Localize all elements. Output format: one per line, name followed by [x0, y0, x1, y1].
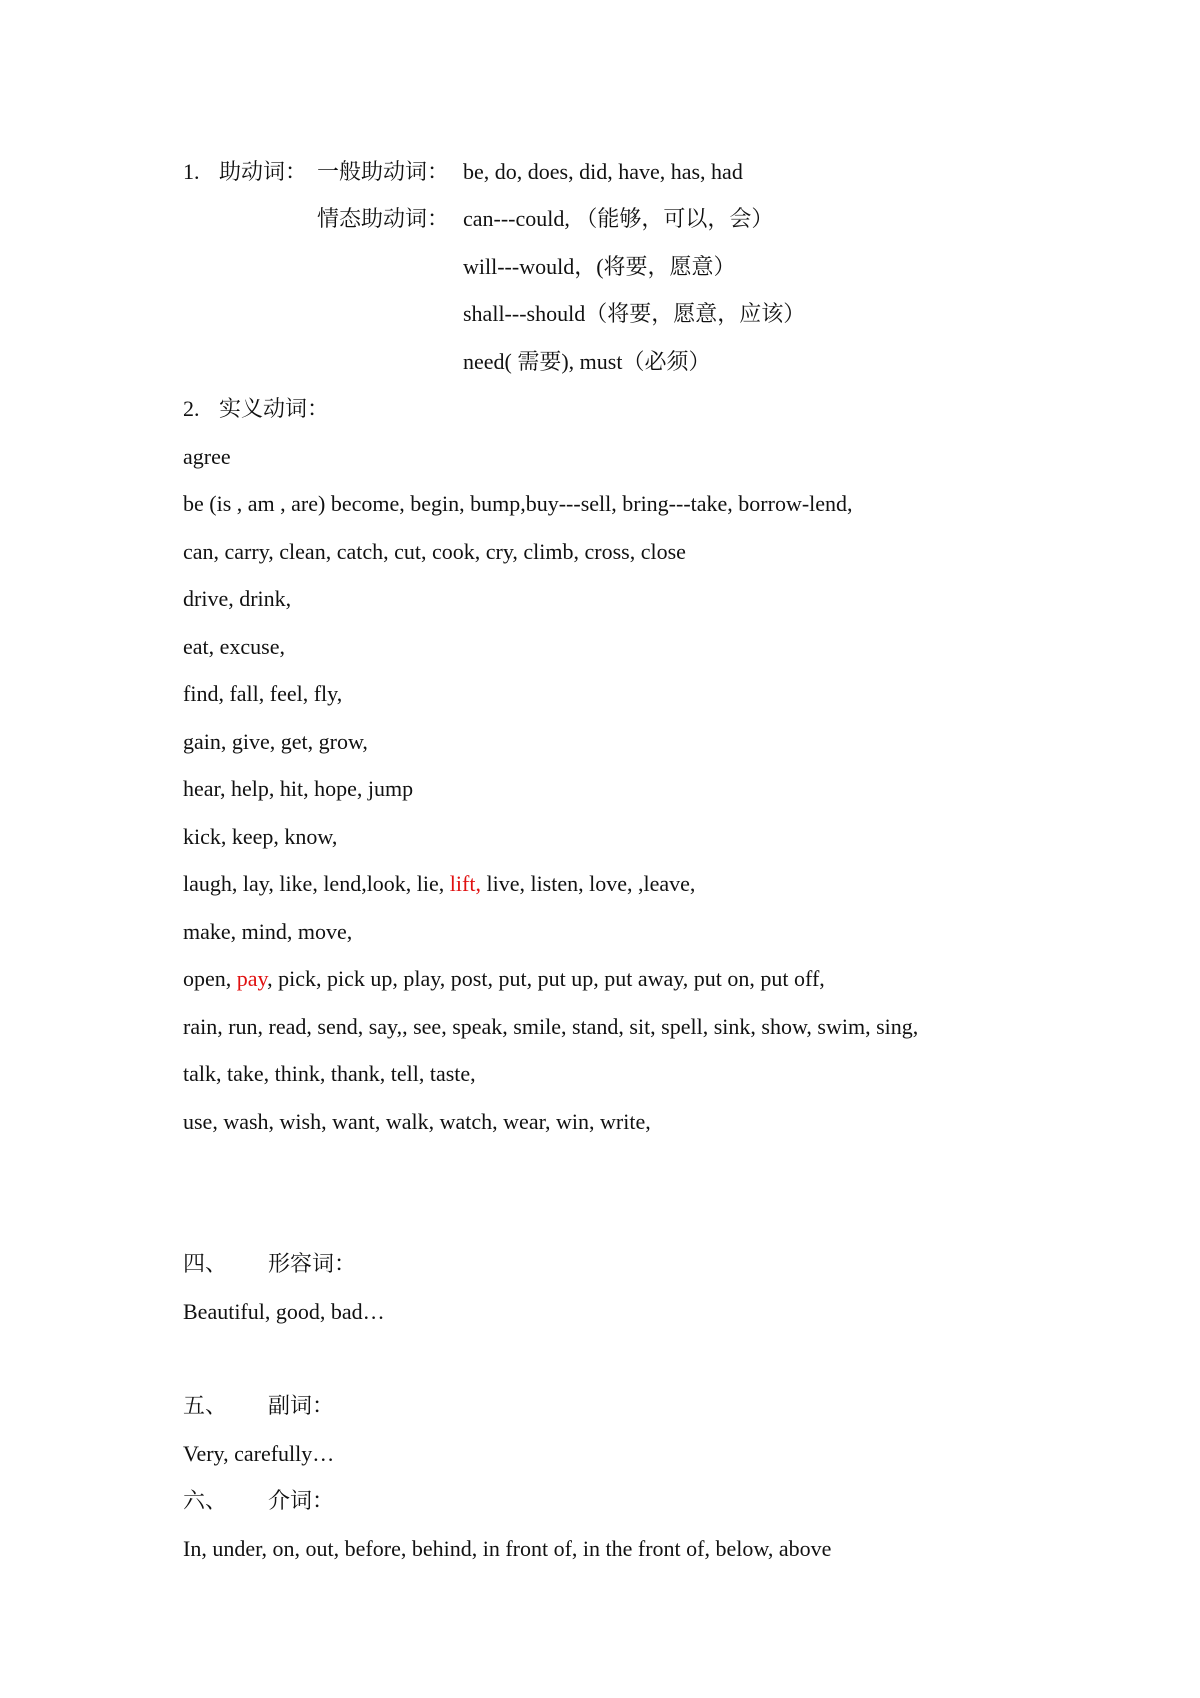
adverb-words: Very, carefully…: [183, 1441, 335, 1466]
section5-number: 五、: [183, 1393, 228, 1418]
adjective-words: Beautiful, good, bad…: [183, 1299, 385, 1324]
verb-line: talk, take, think, thank, tell, taste,: [183, 1061, 476, 1086]
section1-title: 助动词：: [219, 159, 308, 184]
modal-line: shall---should（将要，愿意，应该）: [463, 301, 806, 326]
verb-line-o: [183, 965, 825, 993]
section1-number: 1.: [183, 159, 200, 184]
verb-line: use, wash, wish, want, walk, watch, wear, win, write,: [183, 1109, 651, 1134]
highlighted-verb: lift,: [449, 871, 481, 896]
verb-line: find, fall, feel, fly,: [183, 681, 343, 706]
verb-line: drive, drink,: [183, 586, 292, 611]
verb-line: eat, excuse,: [183, 634, 285, 659]
section4-title: 形容词：: [268, 1251, 357, 1276]
verb-text: live, listen, love, ,leave,: [480, 871, 696, 896]
verb-line: make, mind, move,: [183, 919, 353, 944]
section5-title: 副词：: [268, 1393, 335, 1418]
general-aux-words: be, do, does, did, have, has, had: [463, 159, 743, 184]
verb-line: can, carry, clean, catch, cut, cook, cry, climb, cross, close: [183, 539, 686, 564]
verb-line: hear, help, hit, hope, jump: [183, 776, 414, 801]
section6-number: 六、: [183, 1488, 228, 1513]
verb-line: be (is , am , are) become, begin, bump,buy---sell, bring---take, borrow-lend,: [183, 491, 853, 516]
verb-line: gain, give, get, grow,: [183, 729, 368, 754]
general-aux-label: 一般助动词：: [317, 159, 450, 184]
section2-title: 实义动词：: [219, 396, 330, 421]
modal-line: need( 需要), must（必须）: [463, 349, 711, 374]
modal-aux-label: 情态助动词：: [317, 206, 450, 231]
preposition-words: In, under, on, out, before, behind, in front of, in the front of, below, above: [183, 1536, 832, 1561]
verb-line-l: [183, 870, 695, 898]
section4-number: 四、: [183, 1251, 228, 1276]
section6-title: 介词：: [268, 1488, 335, 1513]
verb-line: kick, keep, know,: [183, 824, 338, 849]
highlighted-verb: pay: [236, 966, 268, 991]
verb-text: , pick, pick up, play, post, put, put up, put away, put on, put off,: [267, 966, 825, 991]
section2-number: 2.: [183, 396, 200, 421]
verb-text: laugh, lay, like, lend,look, lie,: [183, 871, 450, 896]
modal-line: can---could, （能够，可以，会）: [463, 206, 774, 231]
modal-line: will---would，(将要，愿意）: [463, 254, 736, 279]
verb-line: agree: [183, 444, 231, 469]
verb-text: open,: [183, 966, 237, 991]
verb-line: rain, run, read, send, say,, see, speak, smile, stand, sit, spell, sink, show, swim, sing,: [183, 1014, 919, 1039]
